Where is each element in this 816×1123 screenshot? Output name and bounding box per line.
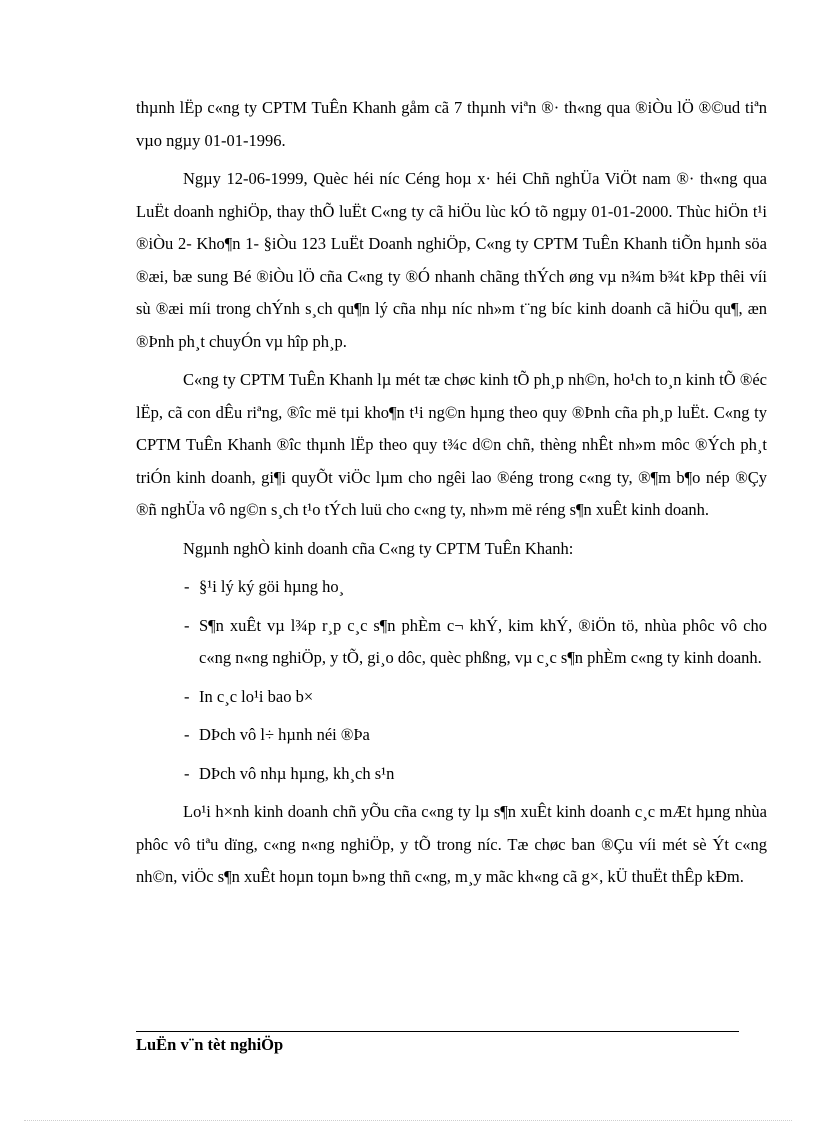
list-item-text: In c¸c lo¹i bao b× bbox=[199, 686, 314, 706]
bullet-dash: - bbox=[184, 725, 190, 744]
paragraph-business-type: Lo¹i h×nh kinh doanh chñ yÕu cña c«ng ty lµ s¶n xuÊt kinh doanh c¸c mÆt hµng nhùa phôc vô tiªu dïng, c«ng n«ng nghiÖp, y tÕ trong níc. Tæ chøc ban ®Çu víi mét sè Ýt c«ng nh©n, viÖc s¶n xuÊt hoµn toµn b»ng thñ c«ng, m¸y mãc kh«ng cã g×, kÜ thuËt thÊp kÐm. bbox=[136, 802, 767, 886]
business-lines-list bbox=[136, 571, 767, 790]
list-item-text: DÞch vô nhµ hµng, kh¸ch s¹n bbox=[199, 763, 395, 783]
bullet-dash: - bbox=[184, 763, 190, 783]
list-item-text: DÞch vô l÷ hµnh néi ®Þa bbox=[199, 725, 370, 744]
page-bottom-border bbox=[24, 1120, 792, 1121]
list-item bbox=[136, 719, 767, 752]
bullet-dash: - bbox=[184, 577, 190, 596]
list-item-text: §¹i lý ký göi hµng ho¸ bbox=[199, 577, 345, 596]
bullet-dash: - bbox=[184, 615, 190, 635]
paragraph-company-status: C«ng ty CPTM TuÊn Khanh lµ mét tæ chøc kinh tÕ ph¸p nh©n, ho¹ch to¸n kinh tÕ ®éc lËp, cã con dÊu riªng, ®îc më tµi kho¶n t¹i ng©n hµng theo quy ®Þnh cña ph¸p luËt. C«ng ty CPTM TuÊn Khanh ®îc thµnh lËp theo quy t¾c d©n chñ, thèng nhÊt nh»m môc ®Ých ph¸t triÓn kinh doanh, gi¶i quyÕt viÖc lµm cho ngêi lao ®éng trong c«ng ty, ®¶m b¶o nép ®Çy ®ñ nghÜa vô ng©n s¸ch t¹o tÝch luü cho c«ng ty, nh»m më réng s¶n xuÊt kinh doanh. bbox=[136, 370, 767, 519]
list-item bbox=[136, 758, 767, 791]
paragraph-business-lines-heading: Ngµnh nghÒ kinh doanh cña C«ng ty CPTM TuÊn Khanh: bbox=[183, 538, 574, 558]
list-item bbox=[136, 610, 767, 675]
paragraph-enterprise-law: Ngµy 12-06-1999, Quèc héi níc Céng hoµ x· héi Chñ nghÜa ViÖt nam ®· th«ng qua LuËt doanh nghiÖp, thay thÕ luËt C«ng ty cã hiÖu lùc kÓ tõ ngµy 01-01-2000. Thùc hiÖn t¹i ®iÒu 2- Kho¶n 1- §iÒu 123 LuËt Doanh nghiÖp, C«ng ty CPTM TuÊn Khanh tiÕn hµnh söa ®æi, bæ sung Bé ®iÒu lÖ cña C«ng ty ®Ó nhanh chãng thÝch øng vµ n¾m b¾t kÞp thêi víi sù ®æi míi trong chÝnh s¸ch qu¶n lý cña nhµ níc nh»m t¨ng bíc kinh doanh cã hiÖu qu¶, æn ®Þnh ph¸t chuyÓn vµ hîp ph¸p. bbox=[136, 169, 767, 351]
bullet-dash: - bbox=[184, 686, 190, 706]
footer-label: LuËn v¨n tèt nghiÖp bbox=[136, 1035, 284, 1054]
list-item bbox=[136, 571, 767, 604]
footer-rule bbox=[136, 1031, 739, 1032]
document-body bbox=[136, 92, 767, 894]
list-item-text: S¶n xuÊt vµ l¾p r¸p c¸c s¶n phÈm c¬ khÝ, kim khÝ, ®iÖn tö, nhùa phôc vô cho c«ng n«ng nghiÖp, y tÕ, gi¸o dôc, quèc phßng, vµ c¸c s¶n phÈm c«ng ty kinh doanh. bbox=[199, 615, 767, 667]
paragraph-continuation: thµnh lËp c«ng ty CPTM TuÊn Khanh gåm cã 7 thµnh viªn ®· th«ng qua ®iÒu lÖ ®©ud tiªn vµo ngµy 01-01-1996. bbox=[136, 98, 767, 150]
list-item bbox=[136, 681, 767, 714]
